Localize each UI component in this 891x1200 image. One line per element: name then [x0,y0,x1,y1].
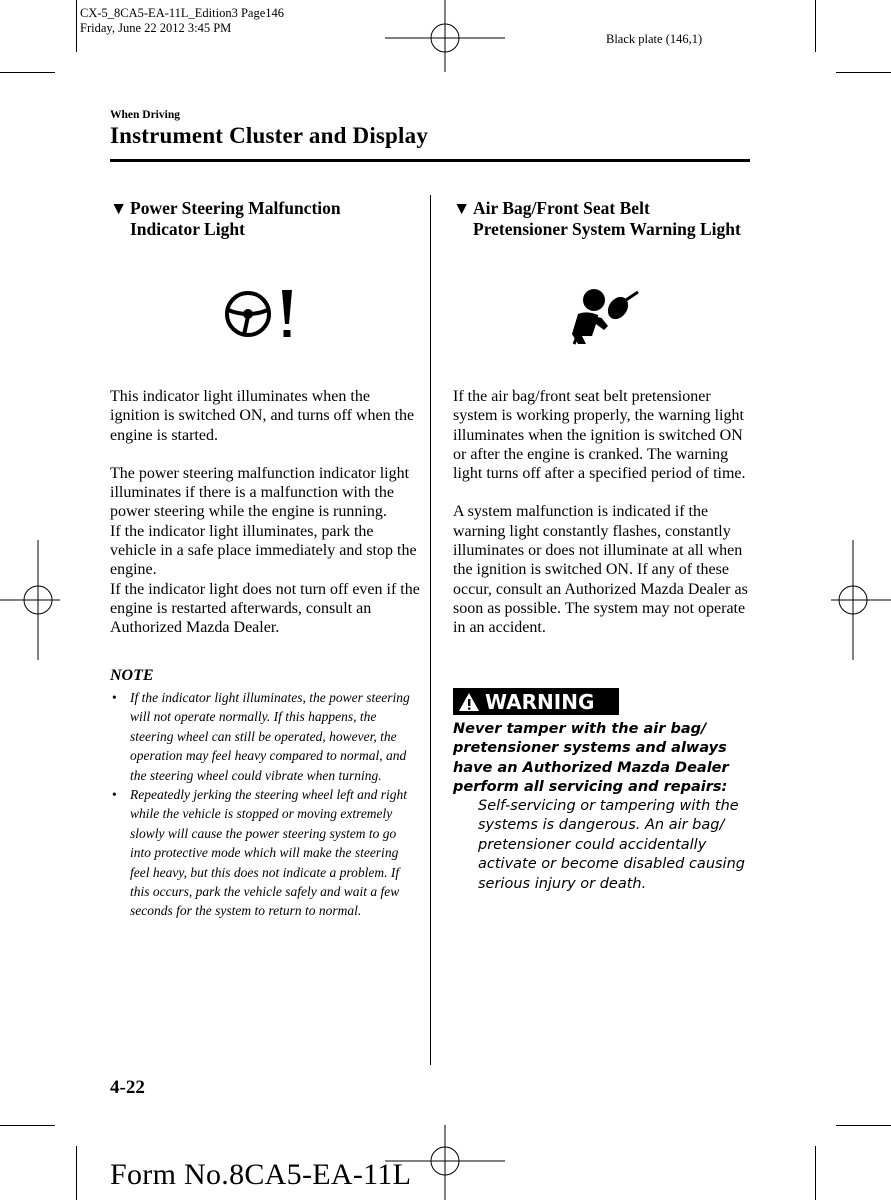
left-section-heading [110,198,420,240]
power-steering-warning-icon [222,286,297,342]
bullet: • [112,690,117,705]
list-item [110,785,410,921]
crop-mark [836,1125,891,1126]
form-number: Form No.8CA5-EA-11L [110,1158,412,1191]
left-paragraph: This indicator light illuminates when the ignition is switched ON, and turns off when the engine is started. [110,388,415,444]
note-list [110,688,410,921]
list-item [110,688,410,785]
crop-mark [836,72,891,73]
plate-label: Black plate (146,1) [606,32,703,46]
right-section-heading [453,198,753,240]
left-paragraph: The power steering malfunction indicator light illuminates if there is a malfunction with the power steering while the engine is running. [110,464,410,521]
crop-mark [0,72,55,73]
heading-line: Power Steering Malfunction [130,198,341,218]
registration-mark-icon [385,0,505,72]
right-paragraph: A system malfunction is indicated if the warning light constantly flashes, constantly illuminates or does not illuminate at all when the ignition is switched ON. If any of these occur, consult an Authorized Mazda Dealer as soon as possible. The system may not operate in an accident. [453,503,748,637]
print-date-line: Friday, June 22 2012 3:45 PM [80,21,232,35]
heading-line: Indicator Light [130,219,245,239]
note-text: If the indicator light illuminates, the power steering will not operate normally. If this happens, the steering wheel can still be operated, however, the operation may feel heavy compared to normal, and the steering wheel could vibrate when turning. [130,690,410,783]
heading-marker: ▼ [110,198,128,218]
column-divider [430,195,431,1065]
left-body [110,387,420,638]
print-file-line: CX-5_8CA5-EA-11L_Edition3 Page146 [80,6,285,20]
crop-mark [76,0,77,52]
right-paragraph: If the air bag/front seat belt pretensioner system is working properly, the warning light illuminates when the ignition is switched ON or after the engine is cranked. The warning light turns off after a specified period of time. [453,388,746,483]
section-name: When Driving [110,109,180,121]
right-body [453,387,753,638]
crop-mark [0,1125,55,1126]
page-number: 4-22 [110,1077,145,1098]
page-title: Instrument Cluster and Display [110,123,429,148]
bullet: • [112,787,117,803]
heading-line: Air Bag/Front Seat Belt [473,198,650,218]
crop-mark [815,1146,816,1200]
left-paragraph: If the indicator light illuminates, park the vehicle in a safe place immediately and stop the engine. [110,522,417,579]
registration-mark-icon [0,540,60,660]
registration-mark-icon [831,540,891,660]
warning-badge [453,688,619,715]
heading-line: Pretensioner System Warning Light [473,219,741,239]
note-text: Repeatedly jerking the steering wheel left and right while the vehicle is stopped or moving extremely slowly will cause the power steering system to go into protective mode which will make the steering feel heavy, but this does not indicate a problem. If this occurs, park the vehicle safely and wait a few seconds for the system to return to normal. [130,787,408,919]
title-rule [110,159,750,162]
air-bag-warning-icon [568,286,642,346]
warning-lead: Never tamper with the air bag/ pretensioner systems and always have an Authorized Mazda Dealer perform all servicing and repairs: [453,721,729,796]
heading-marker: ▼ [453,198,471,218]
warning-triangle-icon [453,688,485,715]
left-paragraph: If the indicator light does not turn off even if the engine is restarted afterwards, consult an Authorized Mazda Dealer. [110,580,420,637]
warning-label: WARNING [485,689,595,714]
warning-body: Self-servicing or tampering with the systems is dangerous. An air bag/ pretensioner could accidentally activate or become disabled causing serious injury or death. [478,798,745,892]
crop-mark [76,1146,77,1200]
crop-mark [815,0,816,52]
note-title: NOTE [110,667,154,684]
